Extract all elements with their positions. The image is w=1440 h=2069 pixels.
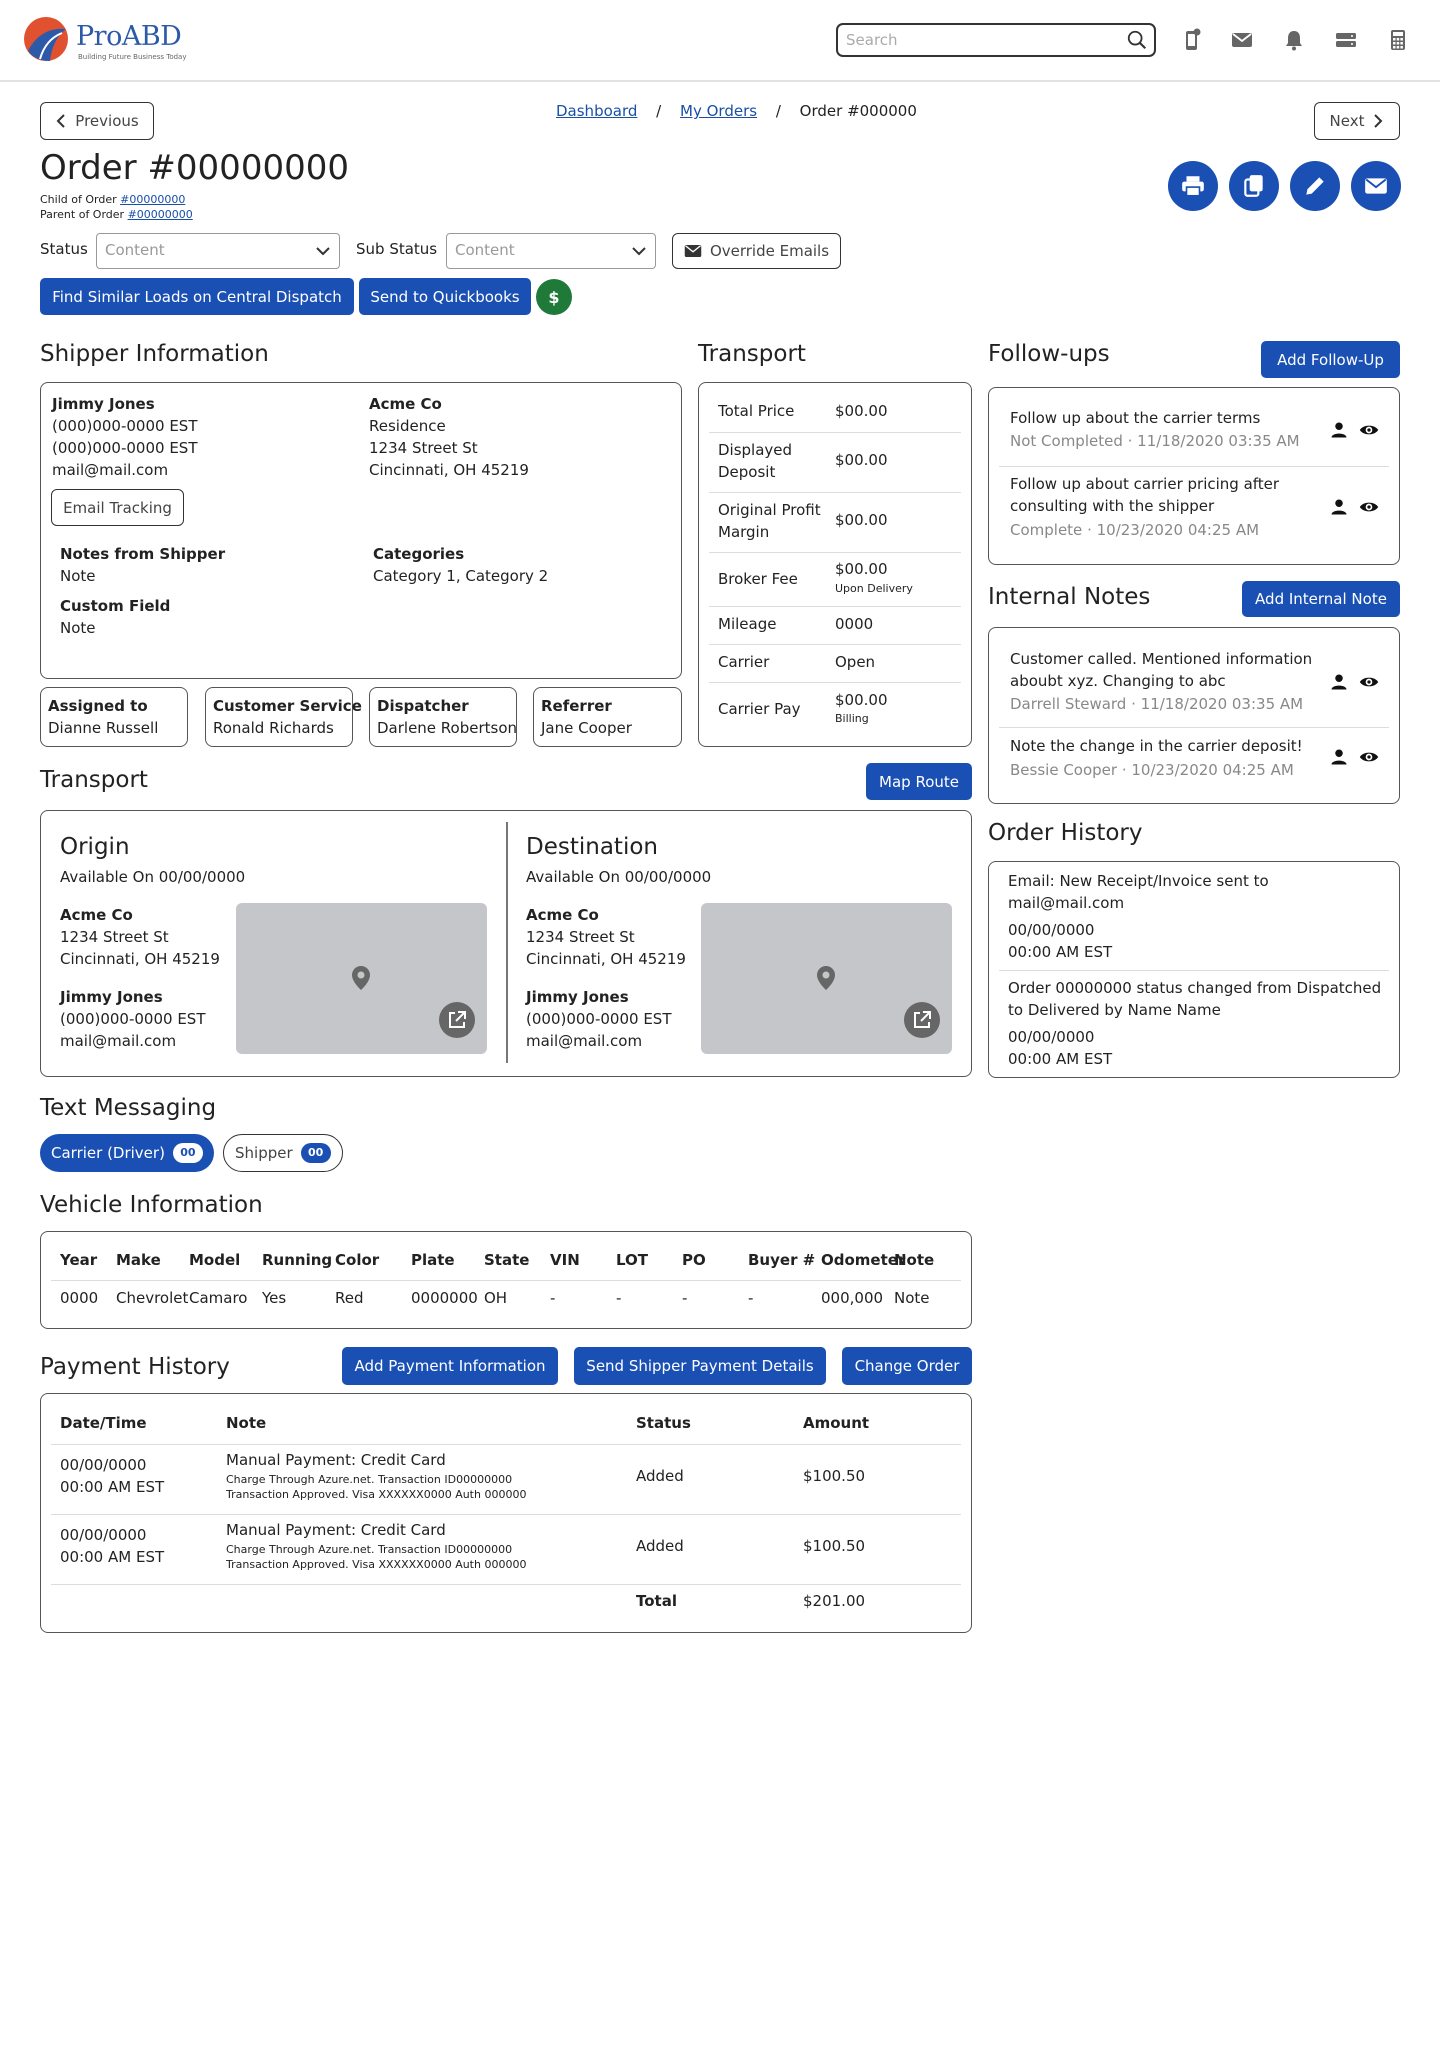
payment-detail-1: Charge Through Azure.net. Transaction ID00000000 [226, 1543, 513, 1556]
eye-icon[interactable] [1359, 748, 1379, 766]
pencil-icon [1302, 173, 1328, 199]
dispatcher-label: Dispatcher [377, 697, 469, 715]
vehicle-card [40, 1231, 972, 1329]
followup-status: Not Completed [1010, 432, 1123, 450]
vehicle-col-vin: VIN [550, 1251, 580, 1269]
payment-detail-2: Transaction Approved. Visa XXXXXX0000 Auth 000000 [226, 1558, 527, 1571]
custom-field-label: Custom Field [60, 597, 171, 615]
shipper-contact-name: Jimmy Jones [52, 395, 155, 413]
destination-title: Destination [526, 834, 658, 860]
vehicle-cell-model: Camaro [189, 1289, 248, 1307]
profit-margin-label: Original Profit Margin [718, 501, 821, 541]
next-button[interactable] [1314, 102, 1400, 140]
user-icon[interactable] [1330, 421, 1348, 439]
eye-icon[interactable] [1359, 673, 1379, 691]
copy-button[interactable] [1229, 161, 1279, 211]
substatus-label: Sub Status [356, 240, 438, 258]
search-box [836, 23, 1156, 57]
print-icon [1180, 173, 1206, 199]
storage-icon[interactable] [1334, 28, 1358, 52]
vehicle-cell-odometer: 000,000 [821, 1289, 884, 1307]
carrier-pay-value: $00.00 [835, 691, 888, 709]
breadcrumb-current: Order #000000 [799, 102, 917, 120]
bell-icon[interactable] [1282, 28, 1306, 52]
history-time: 00:00 AM EST [1008, 943, 1113, 961]
user-icon[interactable] [1330, 748, 1348, 766]
shipper-phone-2: (000)000-0000 EST [52, 439, 198, 457]
send-shipper-payment-details-button[interactable]: Send Shipper Payment Details [574, 1347, 826, 1385]
payment-col-status: Status [636, 1414, 691, 1432]
dollar-button[interactable]: $ [536, 279, 572, 315]
mail-icon [684, 244, 702, 258]
destination-city: Cincinnati, OH 45219 [526, 950, 686, 968]
followups-card [988, 387, 1400, 565]
payment-total-value: $201.00 [803, 1592, 866, 1610]
divider [709, 492, 961, 493]
destination-map[interactable] [701, 903, 952, 1054]
vehicle-col-lot: LOT [616, 1251, 649, 1269]
logo-text: ProABD [76, 21, 182, 52]
divider [709, 682, 961, 683]
divider [999, 727, 1389, 728]
carrier-pay-label: Carrier Pay [718, 700, 801, 718]
text-messaging-heading: Text Messaging [40, 1095, 217, 1121]
vehicle-col-year: Year [60, 1251, 98, 1269]
vehicle-cell-vin: - [550, 1289, 556, 1307]
open-map-button[interactable] [439, 1002, 475, 1038]
vehicle-col-color: Color [335, 1251, 380, 1269]
map-pin-icon [816, 965, 836, 991]
broker-fee-value: $00.00 [835, 560, 888, 578]
mail-icon [1363, 173, 1389, 199]
shipper-company-type: Residence [369, 417, 446, 435]
divider [709, 552, 961, 553]
add-payment-information-button[interactable]: Add Payment Information [342, 1347, 558, 1385]
destination-street: 1234 Street St [526, 928, 635, 946]
vehicle-col-buyer: Buyer # [748, 1251, 816, 1269]
substatus-select[interactable] [446, 233, 656, 269]
chevron-right-icon [1372, 114, 1384, 128]
origin-available: Available On 00/00/0000 [60, 868, 246, 886]
override-emails-label: Override Emails [709, 242, 830, 260]
destination-phone: (000)000-0000 EST [526, 1010, 672, 1028]
map-route-button[interactable]: Map Route [866, 763, 972, 800]
vehicle-cell-color: Red [335, 1289, 364, 1307]
total-price-label: Total Price [718, 402, 795, 420]
followup-status: Complete [1010, 521, 1083, 539]
history-date: 00/00/0000 [1008, 921, 1095, 939]
origin-phone: (000)000-0000 EST [60, 1010, 206, 1028]
followup-date: 11/18/2020 03:35 AM [1137, 432, 1300, 450]
followup-text: Follow up about the carrier terms [1010, 409, 1261, 427]
shipper-phone-1: (000)000-0000 EST [52, 417, 198, 435]
internal-note-date: 11/18/2020 03:35 AM [1140, 695, 1304, 713]
open-map-button[interactable] [904, 1002, 940, 1038]
chevron-down-icon [315, 244, 331, 258]
transport-heading: Transport [40, 767, 148, 793]
divider [51, 1444, 961, 1445]
displayed-deposit-value: $00.00 [835, 451, 888, 469]
dispatcher-value: Darlene Robertson [377, 719, 518, 737]
divider [51, 1584, 961, 1585]
transport-card [40, 810, 972, 1077]
followup-meta: Not Completed · 11/18/2020 03:35 AM [1010, 432, 1300, 450]
child-of-order [40, 193, 185, 206]
payment-total-label: Total [636, 1592, 677, 1610]
search-input[interactable] [846, 29, 1116, 51]
origin-street: 1234 Street St [60, 928, 169, 946]
payment-note: Manual Payment: Credit Card [226, 1521, 446, 1539]
customer-service-label: Customer Service [213, 697, 362, 715]
internal-note-text: Note the change in the carrier deposit! [1010, 737, 1303, 755]
payment-note: Manual Payment: Credit Card [226, 1451, 446, 1469]
destination-company: Acme Co [526, 906, 599, 924]
parent-of-order-link[interactable]: #00000000 [127, 208, 193, 221]
vehicle-col-odometer: Odometer [821, 1251, 906, 1269]
history-text: Email: New Receipt/Invoice sent to mail@mail.com [1008, 872, 1269, 912]
shipper-company-city: Cincinnati, OH 45219 [369, 461, 529, 479]
status-select[interactable] [96, 233, 340, 269]
order-history-heading: Order History [988, 820, 1143, 846]
user-icon[interactable] [1330, 673, 1348, 691]
tab-carrier-driver[interactable] [40, 1134, 214, 1172]
shipper-company-street: 1234 Street St [369, 439, 478, 457]
logo-mark-icon [22, 15, 70, 63]
external-link-icon [447, 1010, 467, 1030]
divider [709, 432, 961, 433]
customer-service-card[interactable] [205, 687, 362, 747]
logo-tagline: Building Future Business Today [78, 53, 187, 61]
breadcrumb-dashboard[interactable]: Dashboard [556, 102, 638, 120]
carrier-value: Open [835, 653, 876, 671]
parent-of-order [40, 208, 193, 221]
payment-col-note: Note [226, 1414, 267, 1432]
add-internal-note-button[interactable]: Add Internal Note [1242, 581, 1400, 617]
map-pin-icon [351, 965, 371, 991]
mail-icon[interactable] [1230, 28, 1254, 52]
carrier-pay-sub: Billing [835, 712, 869, 725]
substatus-select-value: Content [455, 241, 515, 259]
vehicle-col-po: PO [682, 1251, 706, 1269]
search-icon[interactable] [1126, 29, 1148, 51]
next-label: Next [1329, 112, 1365, 130]
calculator-icon[interactable] [1386, 28, 1410, 52]
internal-note-meta: Bessie Cooper · 10/23/2020 04:25 AM [1010, 761, 1294, 779]
payment-date: 00/00/0000 [60, 1456, 147, 1474]
payment-time: 00:00 AM EST [60, 1548, 165, 1566]
tab-shipper-label: Shipper [235, 1144, 293, 1162]
payment-col-datetime: Date/Time [60, 1414, 147, 1432]
divider [51, 1280, 961, 1281]
chevron-left-icon [55, 114, 67, 128]
payment-amount: $100.50 [803, 1467, 866, 1485]
vehicle-cell-year: 0000 [60, 1289, 99, 1307]
shipper-card [40, 382, 682, 679]
order-history-card [988, 861, 1400, 1078]
broker-fee-sub: Upon Delivery [835, 582, 913, 595]
breadcrumb [556, 102, 917, 120]
parent-of-order-label: Parent of Order [40, 208, 125, 221]
followup-date: 10/23/2020 04:25 AM [1096, 521, 1260, 539]
eye-icon[interactable] [1359, 498, 1379, 516]
divider [999, 970, 1389, 971]
custom-field-value: Note [60, 619, 96, 637]
internal-notes-heading: Internal Notes [988, 584, 1151, 610]
internal-note-author: Darrell Steward [1010, 695, 1127, 713]
override-emails-button[interactable] [672, 233, 841, 269]
history-time: 00:00 AM EST [1008, 1050, 1113, 1068]
vehicle-cell-po: - [682, 1289, 688, 1307]
tab-shipper[interactable] [223, 1134, 343, 1172]
divider [51, 1514, 961, 1515]
internal-note-date: 10/23/2020 04:25 AM [1131, 761, 1294, 779]
internal-note-author: Bessie Cooper [1010, 761, 1118, 779]
child-of-order-label: Child of Order [40, 193, 117, 206]
destination-available: Available On 00/00/0000 [526, 868, 712, 886]
user-icon[interactable] [1330, 498, 1348, 516]
payment-detail-1: Charge Through Azure.net. Transaction ID00000000 [226, 1473, 513, 1486]
tab-carrier-driver-label: Carrier (Driver) [51, 1144, 165, 1162]
vehicle-col-plate: Plate [411, 1251, 455, 1269]
notes-from-shipper-label: Notes from Shipper [60, 545, 226, 563]
referrer-value: Jane Cooper [541, 719, 632, 737]
destination-contact: Jimmy Jones [526, 988, 629, 1006]
vehicle-cell-plate: 0000000 [411, 1289, 478, 1307]
destination-email: mail@mail.com [526, 1032, 643, 1050]
assigned-to-card[interactable] [40, 687, 188, 747]
displayed-deposit-label: Displayed Deposit [718, 441, 793, 481]
followups-heading: Follow-ups [988, 341, 1110, 367]
vertical-divider [506, 822, 508, 1063]
categories-label: Categories [373, 545, 465, 563]
divider [709, 606, 961, 607]
eye-icon[interactable] [1359, 421, 1379, 439]
broker-fee-label: Broker Fee [718, 570, 798, 588]
external-link-icon [912, 1010, 932, 1030]
history-date: 00/00/0000 [1008, 1028, 1095, 1046]
payment-amount: $100.50 [803, 1537, 866, 1555]
shipper-count-badge: 00 [301, 1143, 331, 1163]
payment-card [40, 1393, 972, 1633]
copy-icon [1241, 173, 1267, 199]
transport-summary-card [698, 382, 972, 747]
origin-contact: Jimmy Jones [60, 988, 163, 1006]
origin-map[interactable] [236, 903, 487, 1054]
payment-status: Added [636, 1467, 684, 1485]
email-button[interactable] [1351, 161, 1401, 211]
vehicle-cell-lot: - [616, 1289, 622, 1307]
vehicle-heading: Vehicle Information [40, 1192, 263, 1218]
shipper-heading: Shipper Information [40, 341, 269, 367]
internal-note-meta: Darrell Steward · 11/18/2020 03:35 AM [1010, 695, 1304, 713]
page-title: Order #00000000 [40, 148, 349, 188]
add-follow-up-button[interactable]: Add Follow-Up [1261, 341, 1400, 378]
status-select-value: Content [105, 241, 165, 259]
edit-button[interactable] [1290, 161, 1340, 211]
mobile-icon[interactable] [1180, 28, 1204, 52]
origin-company: Acme Co [60, 906, 133, 924]
vehicle-col-running: Running [262, 1251, 333, 1269]
vehicle-cell-state: OH [484, 1289, 508, 1307]
vehicle-col-state: State [484, 1251, 530, 1269]
customer-service-value: Ronald Richards [213, 719, 334, 737]
followup-meta: Complete · 10/23/2020 04:25 AM [1010, 521, 1260, 539]
vehicle-cell-buyer: - [748, 1289, 754, 1307]
followup-text: Follow up about carrier pricing after consulting with the shipper [1010, 475, 1280, 515]
mileage-value: 0000 [835, 615, 874, 633]
payment-col-amount: Amount [803, 1414, 870, 1432]
divider [999, 466, 1389, 467]
payment-status: Added [636, 1537, 684, 1555]
dispatcher-card[interactable] [369, 687, 517, 747]
assigned-to-value: Dianne Russell [48, 719, 159, 737]
vehicle-col-model: Model [189, 1251, 241, 1269]
internal-note-text: Customer called. Mentioned information aboubt xyz. Changing to abc [1010, 650, 1313, 690]
logo[interactable] [22, 15, 187, 67]
print-button[interactable] [1168, 161, 1218, 211]
shipper-company-name: Acme Co [369, 395, 442, 413]
send-to-quickbooks-button[interactable]: Send to Quickbooks [359, 278, 531, 315]
vehicle-cell-note: Note [894, 1289, 930, 1307]
previous-button[interactable] [40, 102, 154, 140]
payment-detail-2: Transaction Approved. Visa XXXXXX0000 Auth 000000 [226, 1488, 527, 1501]
payment-heading: Payment History [40, 1354, 230, 1380]
top-bar [0, 0, 1440, 82]
vehicle-col-make: Make [116, 1251, 161, 1269]
origin-email: mail@mail.com [60, 1032, 177, 1050]
referrer-label: Referrer [541, 697, 612, 715]
breadcrumb-my-orders[interactable]: My Orders [680, 102, 758, 120]
mileage-label: Mileage [718, 615, 777, 633]
chevron-down-icon [631, 244, 647, 258]
payment-date: 00/00/0000 [60, 1526, 147, 1544]
vehicle-col-note: Note [894, 1251, 935, 1269]
child-of-order-link[interactable]: #00000000 [120, 193, 186, 206]
vehicle-cell-running: Yes [262, 1289, 287, 1307]
breadcrumb-separator: / [656, 102, 662, 120]
breadcrumb-separator: / [775, 102, 781, 120]
find-similar-loads-button[interactable]: Find Similar Loads on Central Dispatch [40, 278, 354, 315]
profit-margin-value: $00.00 [835, 511, 888, 529]
total-price-value: $00.00 [835, 402, 888, 420]
shipper-email: mail@mail.com [52, 461, 169, 479]
transport-summary-heading: Transport [698, 341, 806, 367]
payment-time: 00:00 AM EST [60, 1478, 165, 1496]
referrer-card[interactable] [533, 687, 682, 747]
email-tracking-button[interactable]: Email Tracking [51, 489, 184, 526]
history-text: Order 00000000 status changed from Dispatched to Delivered by Name Name [1008, 979, 1382, 1019]
categories-value: Category 1, Category 2 [373, 567, 549, 585]
assigned-to-label: Assigned to [48, 697, 148, 715]
notes-from-shipper-value: Note [60, 567, 96, 585]
vehicle-cell-make: Chevrolet [116, 1289, 189, 1307]
carrier-count-badge: 00 [173, 1143, 203, 1163]
internal-notes-card [988, 627, 1400, 804]
divider [709, 644, 961, 645]
change-order-button[interactable]: Change Order [842, 1347, 972, 1385]
origin-title: Origin [60, 834, 130, 860]
origin-city: Cincinnati, OH 45219 [60, 950, 220, 968]
previous-label: Previous [75, 112, 139, 130]
status-label: Status [40, 240, 88, 258]
carrier-label: Carrier [718, 653, 770, 671]
